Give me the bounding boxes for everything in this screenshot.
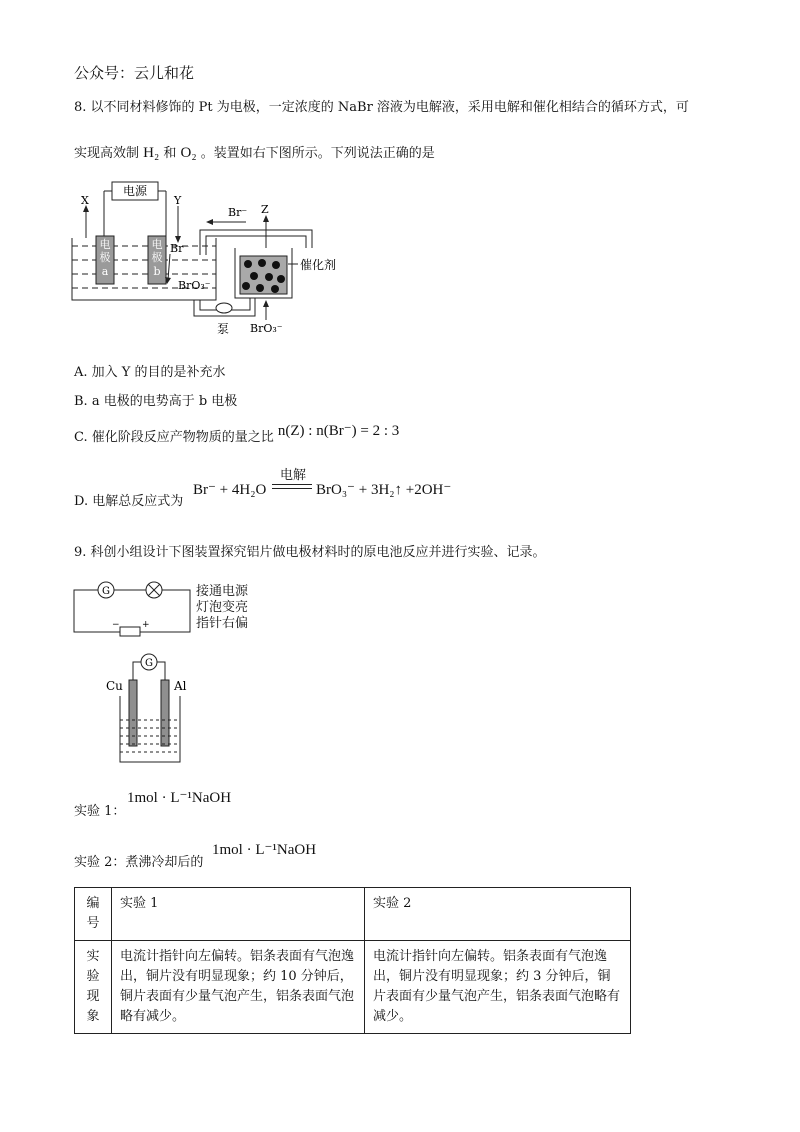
pump: [216, 303, 232, 313]
bro3-label-pump: BrO₃⁻: [250, 322, 283, 335]
o2-formula: O₂: [180, 145, 197, 161]
exp2-formula: 1mol · L⁻¹NaOH: [212, 842, 317, 858]
q8-option-d: [74, 490, 183, 509]
q8-option-c-text: C. 催化阶段反应产物物质的量之比: [74, 430, 274, 445]
x-label: X: [81, 194, 89, 207]
circuit-note-3: 指针右偏: [196, 616, 249, 631]
experiment-table: [74, 887, 631, 1034]
svg-text:b: b: [153, 265, 161, 278]
battery-minus: −: [112, 620, 120, 630]
exp2-label: 实验 2：煮沸冷却后的: [74, 855, 204, 870]
q8-option-d-condition: 电解: [279, 468, 306, 483]
battery-icon: [120, 627, 140, 636]
table-col2-header: 实验 2: [365, 888, 631, 941]
cell-g-label: G: [145, 658, 153, 669]
h2-formula: H₂: [143, 145, 160, 161]
q8-option-c: [74, 423, 400, 446]
catalyst-label: 催化剂: [300, 258, 337, 272]
al-label: Al: [174, 679, 187, 693]
table-row-label: 实 验 现 象: [75, 941, 112, 1034]
circuit-notes: [196, 584, 248, 632]
q8-stem-part-c: 。装置如右下图所示。下列说法正确的是: [200, 146, 435, 161]
svg-text:a: a: [101, 265, 109, 278]
table-row: [75, 941, 631, 1034]
q8-stem-line1: 8. 以不同材料修饰的 Pt 为电极，一定浓度的 NaBr 溶液为电解液，采用电解和催化相结合的循环方式，可: [74, 100, 689, 115]
equals-sign: [272, 484, 312, 489]
pump-label: 泵: [217, 322, 230, 336]
circuit-note-1: 接通电源: [196, 584, 249, 599]
q8-stem-part-a: 实现高效制: [74, 146, 140, 161]
svg-text:极: 极: [151, 251, 163, 264]
q9-stem: 9. 科创小组设计下图装置探究铝片做电极材料时的原电池反应并进行实验、记录。: [74, 545, 546, 560]
table-cell-exp1: 电流计指针向左偏转。铝条表面有气泡逸出，铜片没有明显现象；约 10 分钟后，铜片表面有少量气泡产生，铝条表面气泡略有减少。: [112, 941, 365, 1034]
svg-text:电: 电: [99, 238, 111, 251]
q8-option-d-left: Br⁻ + 4H₂O: [193, 482, 267, 498]
table-col1-header: 实验 1: [112, 888, 365, 941]
q8-option-c-formula: n(Z) : n(Br⁻) = 2 : 3: [277, 423, 400, 439]
power-label: 电源: [122, 184, 148, 198]
svg-text:极: 极: [99, 251, 111, 264]
exp1-label: 实验 1：: [74, 804, 126, 819]
electrolysis-diagram: [70, 180, 400, 340]
br-minus-flow-label: Br⁻: [228, 206, 248, 219]
br-minus-label: Br⁻: [170, 242, 190, 255]
y-label: Y: [174, 194, 182, 207]
source-header: 公众号：云儿和花: [74, 64, 195, 82]
table-header-row: [75, 888, 631, 941]
svg-text:电: 电: [151, 238, 163, 251]
exp1-formula: 1mol · L⁻¹NaOH: [127, 790, 232, 806]
q8-option-a: A. 加入 Y 的目的是补充水: [74, 365, 226, 380]
cu-label: Cu: [106, 679, 123, 693]
table-cell-exp2: 电流计指针向左偏转。铝条表面有气泡逸出，铜片没有明显现象；约 3 分钟后，铜片表面有少量气泡产生，铝条表面气泡略有减少。: [365, 941, 631, 1034]
exp1-line: [74, 800, 125, 819]
exp2-line: [74, 851, 203, 870]
table-head-label: 编 号: [75, 888, 112, 941]
bro3-label-tank: BrO₃⁻: [178, 279, 211, 292]
q8-stem-part-b: 和: [163, 146, 177, 161]
q8-option-d-right: BrO₃⁻ + 3H₂↑ +2OH⁻: [316, 482, 452, 498]
circuit-note-2: 灯泡变亮: [196, 600, 249, 615]
circuit-g-label: G: [102, 586, 110, 597]
q8-option-d-text: D. 电解总反应式为: [74, 494, 184, 509]
z-label: Z: [261, 203, 269, 216]
q8-option-b: B. a 电极的电势高于 b 电极: [74, 394, 238, 409]
battery-plus: +: [142, 620, 150, 630]
q8-stem-line2: [74, 142, 435, 162]
galvanic-cell-diagram: [100, 650, 200, 768]
